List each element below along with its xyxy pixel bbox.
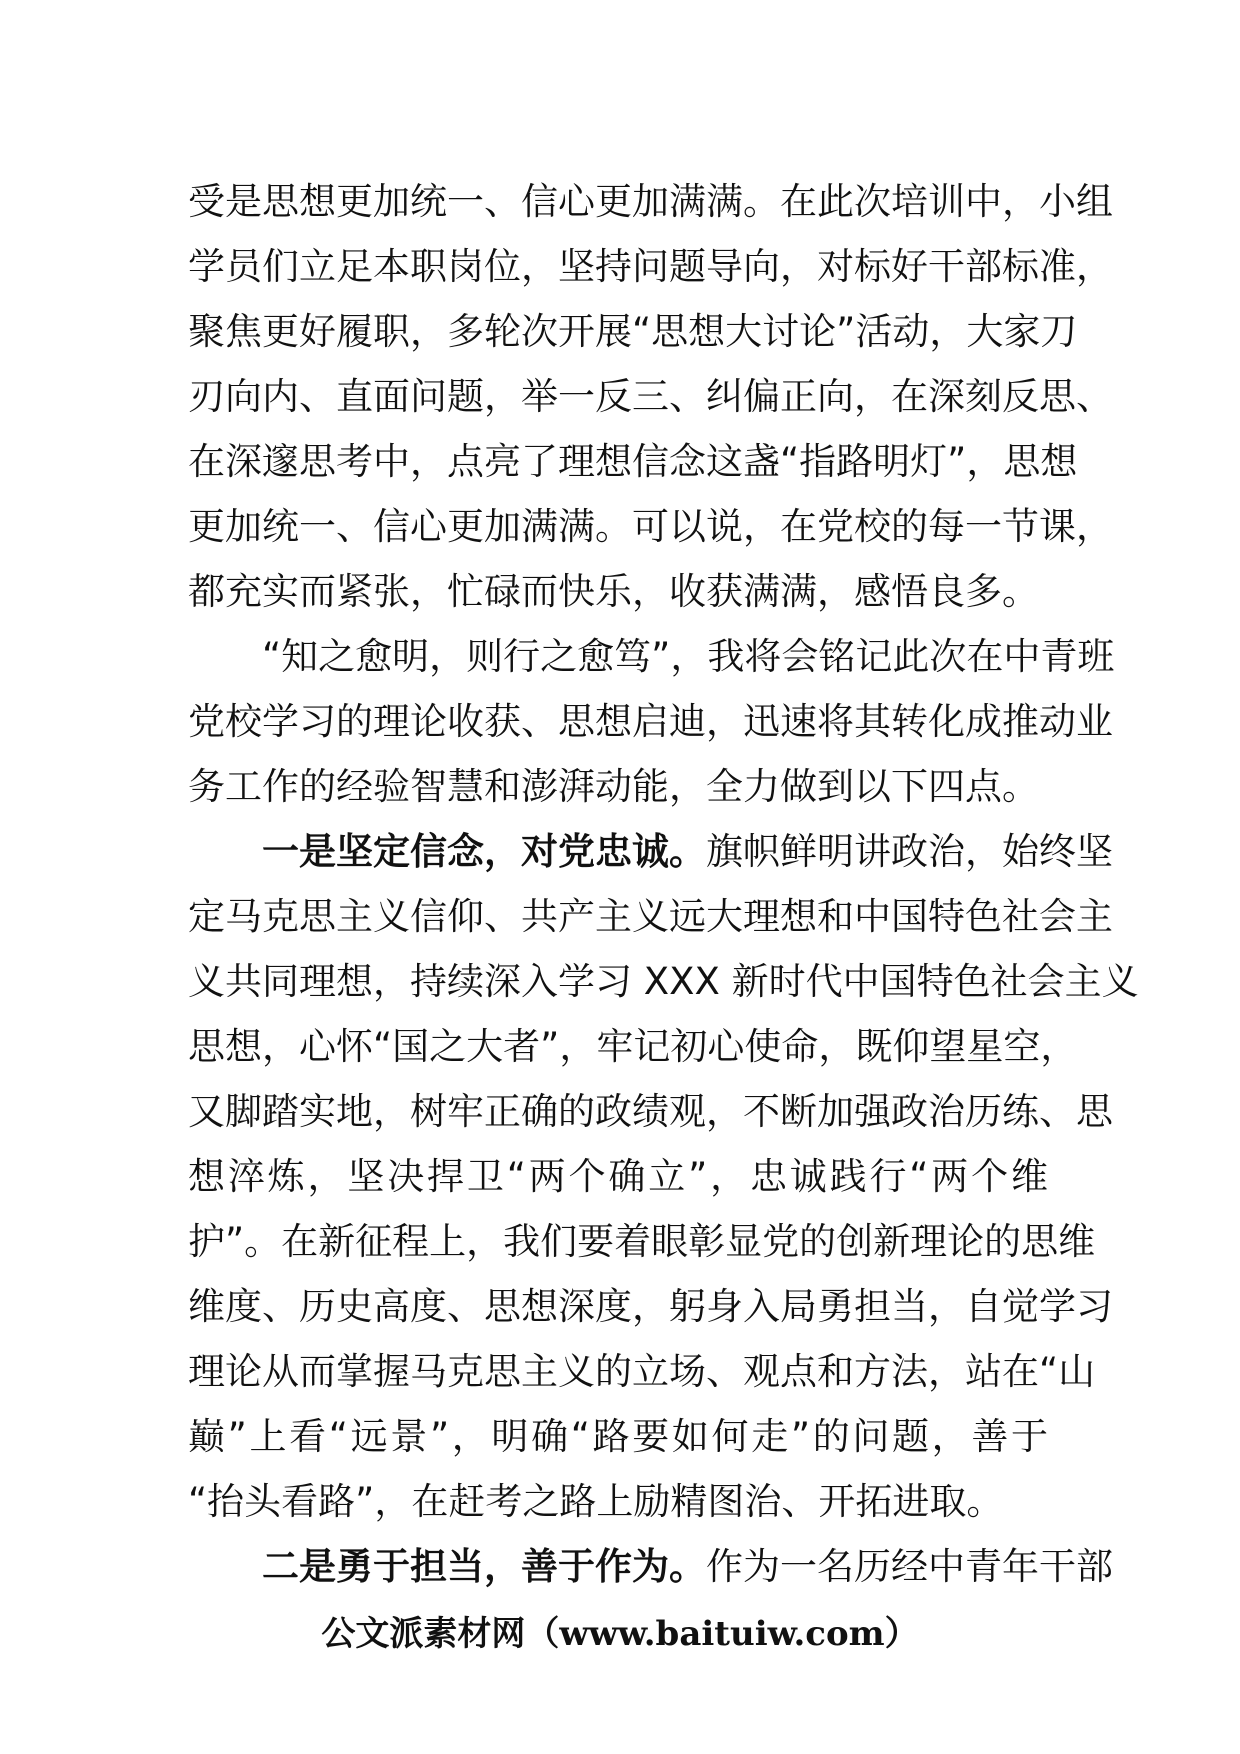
text-line <box>188 1339 1096 1404</box>
text-line <box>188 884 1113 949</box>
line-text: 刃向内、直面问题，举一反三、纠偏正向，在深刻反思、 <box>188 375 1113 418</box>
line-text: 在深邃思考中，点亮了理想信念这盏“指路明灯”，思想 <box>188 440 1078 483</box>
paragraph-first-line <box>188 624 1115 689</box>
line-text: 务工作的经验智慧和澎湃动能，全力做到以下四点。 <box>188 765 1039 808</box>
line-text: 思想，心怀“国之大者”，牢记初心使命，既仰望星空， <box>188 1025 1078 1068</box>
line-text: 都充实而紧张，忙碌而快乐，收获满满，感悟良多。 <box>188 570 1039 613</box>
line-text: “抬头看路”，在赶考之路上励精图治、开拓进取。 <box>188 1480 1004 1523</box>
line-text: 维度、历史高度、思想深度，躬身入局勇担当，自觉学习 <box>188 1285 1113 1328</box>
text-line <box>188 169 1113 234</box>
paragraph-first-line <box>188 819 1113 884</box>
line-text: 想淬炼，坚决捍卫“两个确立”，忠诚践行“两个维 <box>188 1155 1048 1198</box>
line-text: 更加统一、信心更加满满。可以说，在党校的每一节课， <box>188 505 1113 548</box>
text-line <box>188 949 1139 1014</box>
section-heading: 二是勇于担当，善于作为。 <box>262 1545 706 1588</box>
line-text: 巅”上看“远景”，明确“路要如何走”的问题，善于 <box>188 1415 1048 1458</box>
line-text: 义共同理想，持续深入学习 XXX 新时代中国特色社会主义 <box>188 960 1139 1003</box>
text-line <box>188 1079 1113 1144</box>
line-text: 聚焦更好履职，多轮次开展“思想大讨论”活动，大家刀 <box>188 310 1078 353</box>
text-line <box>188 364 1113 429</box>
document-body <box>188 169 1139 1599</box>
text-line <box>188 299 1078 364</box>
text-line <box>188 689 1113 754</box>
text-line <box>188 559 1048 624</box>
text-line <box>188 1014 1078 1079</box>
text-line <box>188 1274 1113 1339</box>
text-line <box>188 234 1113 299</box>
text-line <box>188 1144 1048 1209</box>
text-line <box>188 494 1113 559</box>
line-text: 受是思想更加统一、信心更加满满。在此次培训中，小组 <box>188 180 1113 223</box>
text-line <box>188 1404 1048 1469</box>
line-text: 护”。在新征程上，我们要着眼彰显党的创新理论的思维 <box>188 1220 1096 1263</box>
line-text: “知之愈明，则行之愈笃”，我将会铭记此次在中青班 <box>262 635 1115 678</box>
line-text: 定马克思主义信仰、共产主义远大理想和中国特色社会主 <box>188 895 1113 938</box>
text-line <box>188 429 1078 494</box>
paragraph-first-line <box>188 1534 1113 1599</box>
line-text: 作为一名历经中青年干部 <box>706 1545 1113 1588</box>
text-line <box>188 1209 1096 1274</box>
line-text: 党校学习的理论收获、思想启迪，迅速将其转化成推动业 <box>188 700 1113 743</box>
line-text: 又脚踏实地，树牢正确的政绩观，不断加强政治历练、思 <box>188 1090 1113 1133</box>
line-text: 理论从而掌握马克思主义的立场、观点和方法，站在“山 <box>188 1350 1096 1393</box>
section-heading: 一是坚定信念，对党忠诚。 <box>262 830 706 873</box>
line-text: 学员们立足本职岗位，坚持问题导向，对标好干部标准， <box>188 245 1113 288</box>
line-text: 旗帜鲜明讲政治，始终坚 <box>706 830 1113 873</box>
text-line <box>188 754 1048 819</box>
footer-watermark: 公文派素材网（www.baituiw.com） <box>321 1614 919 1654</box>
text-line <box>188 1469 1048 1534</box>
